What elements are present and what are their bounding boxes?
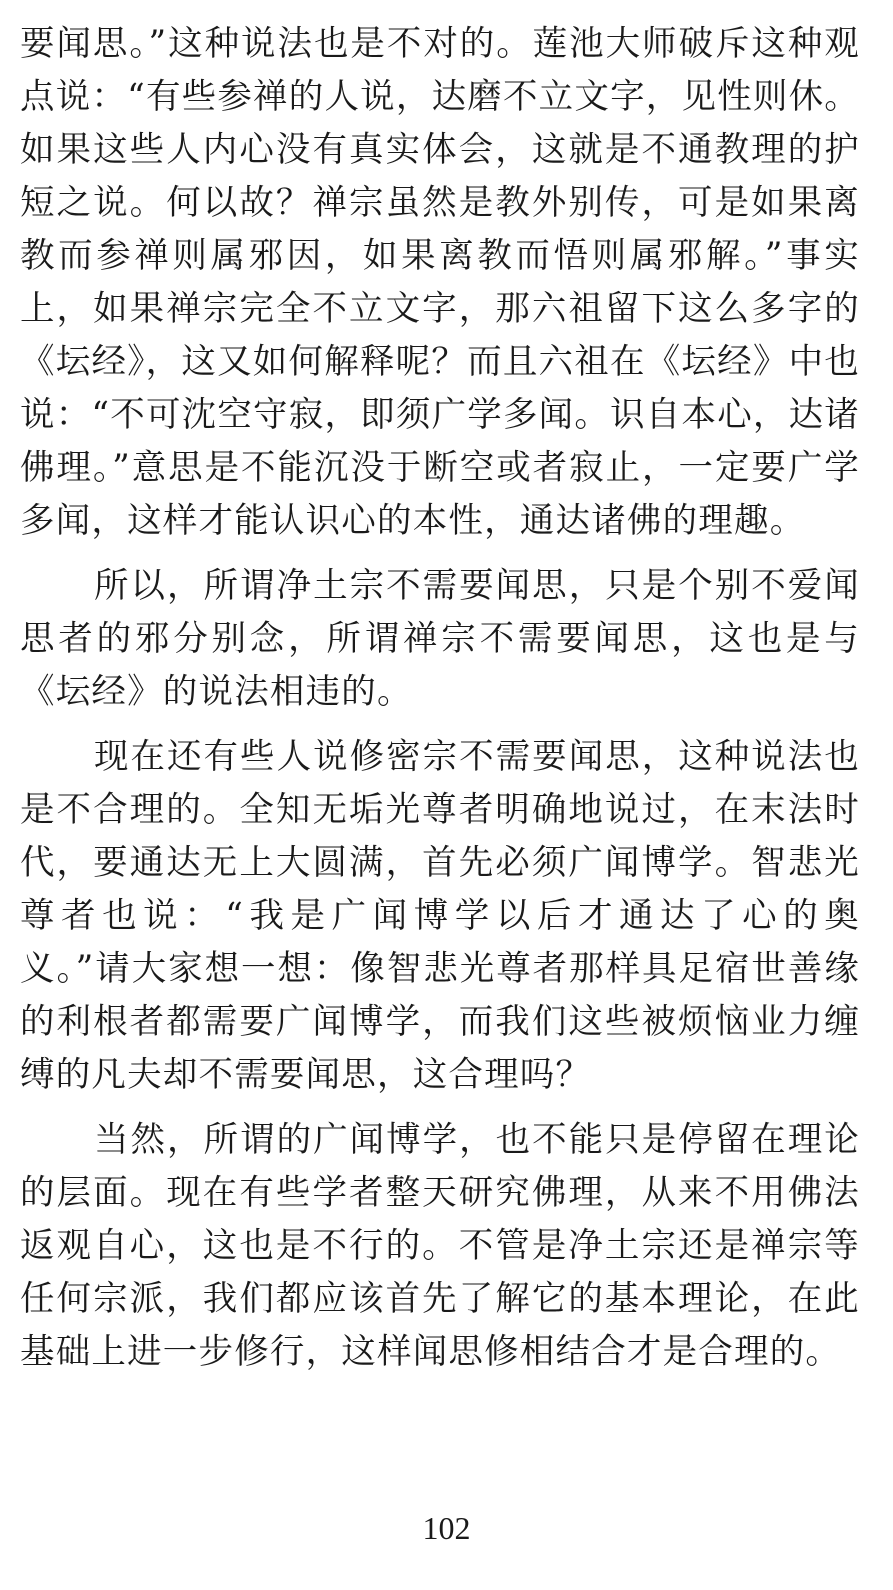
paragraph-1: 要闻思。”这种说法也是不对的。莲池大师破斥这种观点说：“有些参禅的人说，达磨不立文字，见性则休。如果这些人内心没有真实体会，这就是不通教理的护短之说。何以故？禅宗虽然是教外别传，可是如果离教而参禅则属邪因，如果离教而悟则属邪解。”事实上，如果禅宗完全不立文字，那六祖留下这么多字的《坛经》，这又如何解释呢？而且六祖在《坛经》中也说：“不可沈空守寂，即须广学多闻。识自本心，达诸佛理。”意思是不能沉没于断空或者寂止，一定要广学多闻，这样才能认识心的本性，通达诸佛的理趣。 [20, 24, 860, 541]
paragraph-3: 现在还有些人说修密宗不需要闻思，这种说法也是不合理的。全知无垢光尊者明确地说过，在末法时代，要通达无上大圆满，首先必须广闻博学。智悲光尊者也说：“我是广闻博学以后才通达了心的奥义。”请大家想一想：像智悲光尊者那样具足宿世善缘的利根者都需要广闻博学，而我们这些被烦恼业力缠缚的凡夫却不需要闻思，这合理吗？ [20, 737, 860, 1095]
book-page-body [20, 18, 860, 1391]
page-number: 102 [422, 1510, 471, 1546]
paragraph-4: 当然，所谓的广闻博学，也不能只是停留在理论的层面。现在有些学者整天研究佛理，从来不用佛法返观自心，这也是不行的。不管是净土宗还是禅宗等任何宗派，我们都应该首先了解它的基本理论，在此基础上进一步修行，这样闻思修相结合才是合理的。 [20, 1120, 860, 1372]
paragraph-2: 所以，所谓净土宗不需要闻思，只是个别不爱闻思者的邪分别念，所谓禅宗不需要闻思，这也是与《坛经》的说法相违的。 [20, 566, 860, 712]
